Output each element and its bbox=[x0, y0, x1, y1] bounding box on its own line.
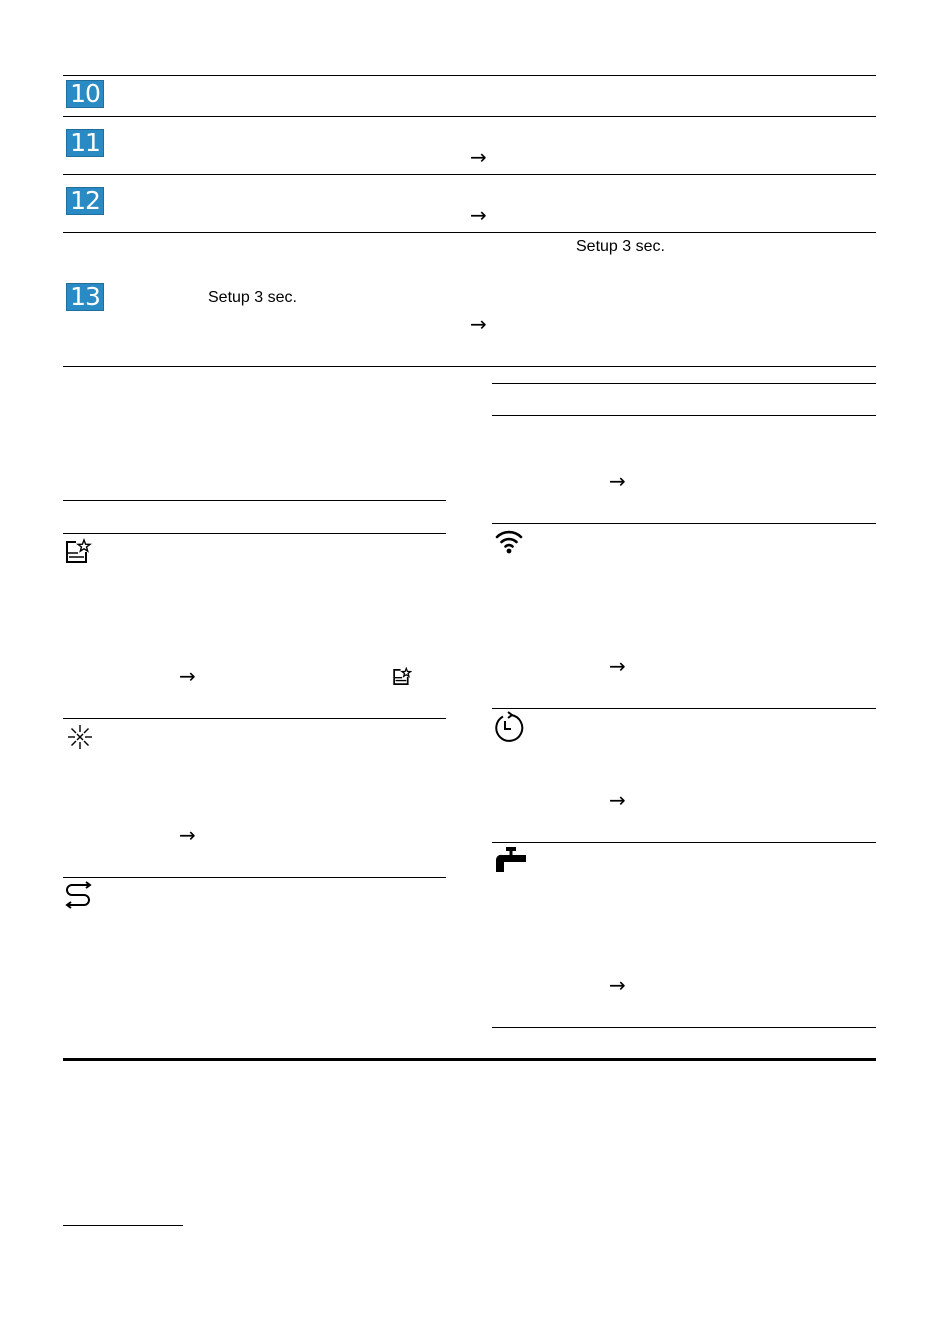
machine-care-icon bbox=[392, 667, 412, 687]
arrow-icon: → bbox=[179, 664, 196, 688]
arrow-icon: → bbox=[470, 145, 487, 169]
right-table-rule bbox=[492, 415, 876, 416]
row-number-badge: 10 bbox=[66, 80, 104, 108]
arrow-icon: → bbox=[609, 469, 626, 493]
left-table-rule bbox=[63, 718, 446, 719]
row-number-badge: 11 bbox=[66, 129, 104, 157]
arrow-icon: → bbox=[470, 312, 487, 336]
sparkle-icon bbox=[66, 723, 94, 751]
left-table-rule bbox=[63, 877, 446, 878]
left-table-rule bbox=[63, 500, 446, 501]
right-table-rule bbox=[492, 708, 876, 709]
setup-label: Setup 3 sec. bbox=[208, 289, 297, 306]
right-table-rule bbox=[492, 383, 876, 384]
arrow-icon: → bbox=[470, 203, 487, 227]
wifi-icon bbox=[494, 527, 524, 555]
footnote-rule bbox=[63, 1225, 183, 1226]
top-table-rule bbox=[63, 366, 876, 367]
machine-care-icon bbox=[64, 538, 92, 566]
top-table-rule bbox=[63, 116, 876, 117]
right-table-rule bbox=[492, 1027, 876, 1028]
arrow-icon: → bbox=[179, 823, 196, 847]
arrow-icon: → bbox=[609, 973, 626, 997]
loop-arrows-icon bbox=[64, 881, 94, 909]
setup-label: Setup 3 sec. bbox=[576, 238, 665, 255]
row-number-badge: 13 bbox=[66, 283, 104, 311]
arrow-icon: → bbox=[609, 788, 626, 812]
top-table-rule bbox=[63, 174, 876, 175]
left-table-rule bbox=[63, 533, 446, 534]
top-table-rule bbox=[63, 232, 876, 233]
right-table-rule bbox=[492, 842, 876, 843]
section-divider bbox=[63, 1058, 876, 1061]
water-tap-icon bbox=[494, 846, 528, 874]
right-table-rule bbox=[492, 523, 876, 524]
row-number-badge: 12 bbox=[66, 187, 104, 215]
top-table-rule bbox=[63, 75, 876, 76]
timer-icon bbox=[494, 711, 524, 743]
arrow-icon: → bbox=[609, 654, 626, 678]
